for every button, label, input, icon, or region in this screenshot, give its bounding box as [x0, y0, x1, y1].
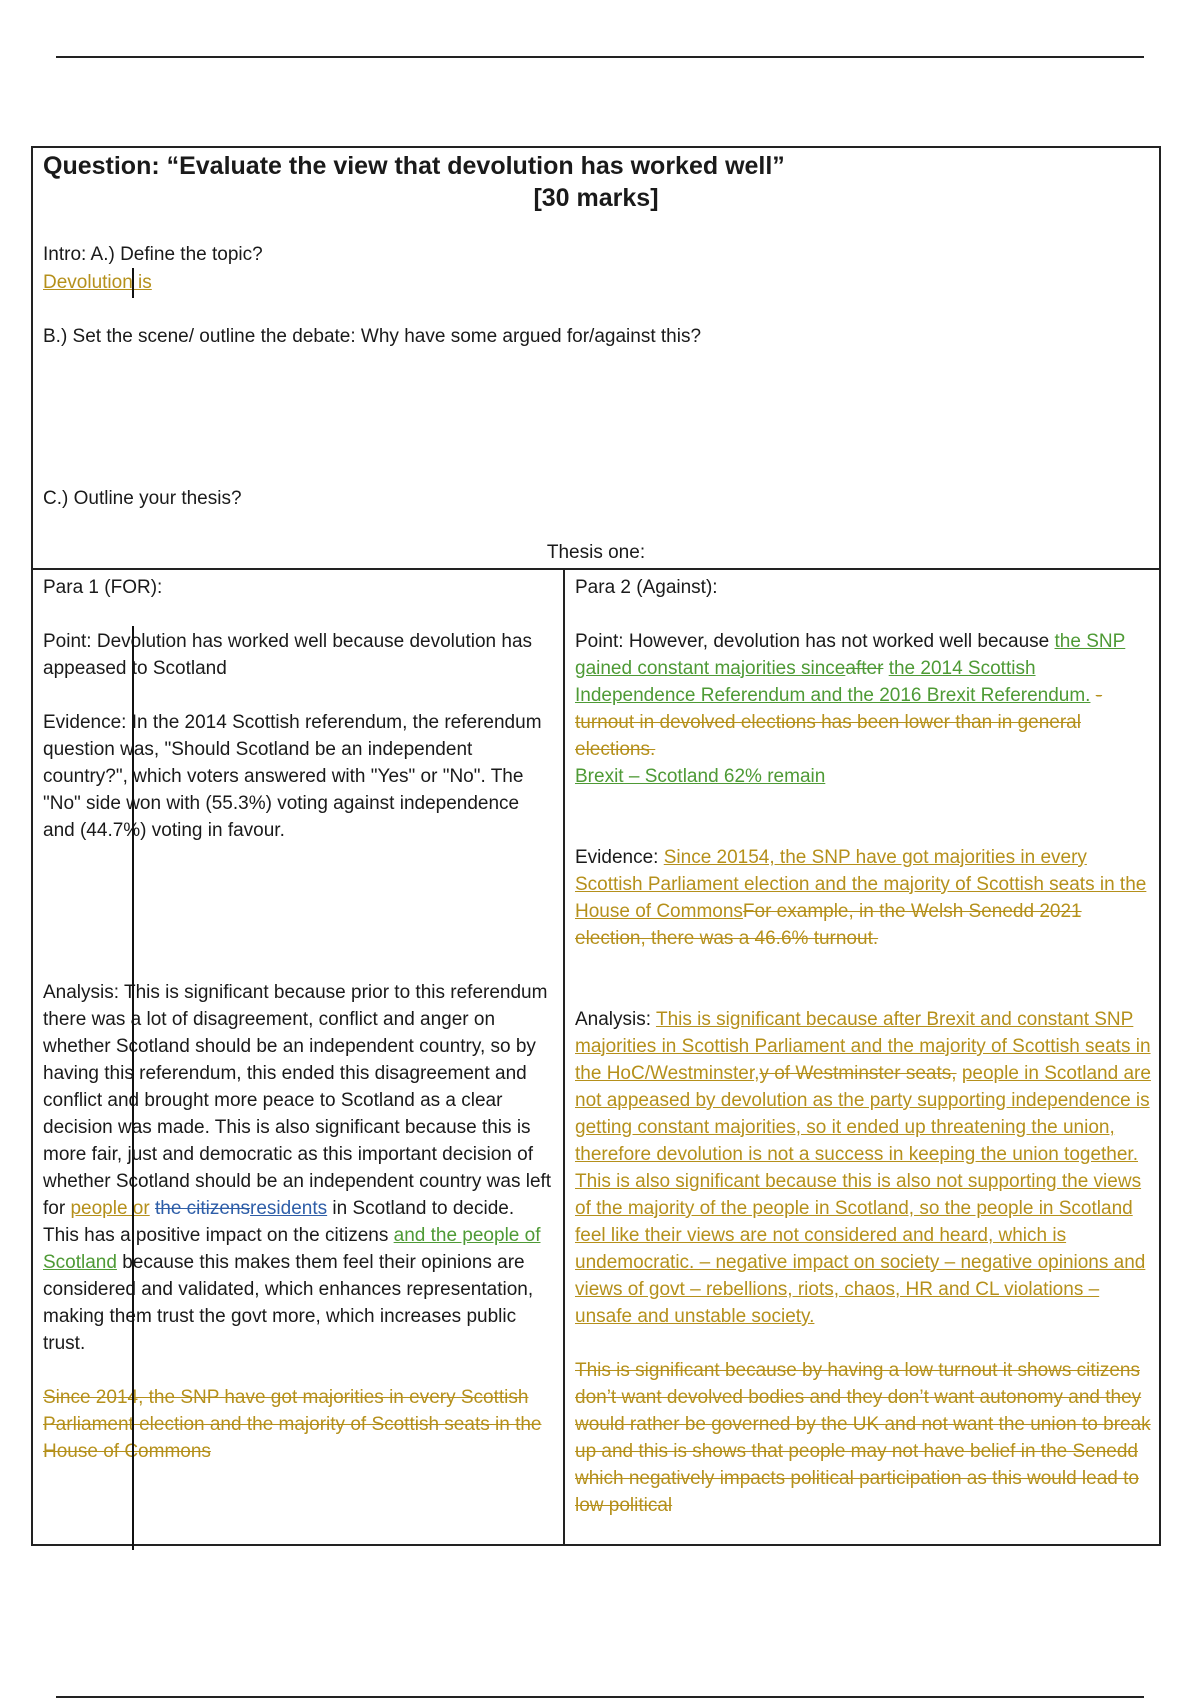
- intro-c-label: C.) Outline your thesis?: [43, 488, 242, 509]
- para2-point-insert-2: the 2014 Scottish Independence Referendum and the 2016 Brexit Referendum.: [575, 658, 1091, 706]
- header-rule: [56, 56, 1144, 58]
- para2-heading: Para 2 (Against):: [575, 577, 718, 598]
- para2-point-insert-1: the SNP gained constant majorities since: [575, 631, 1126, 679]
- para2-evidence-deleted: For example, in the Welsh Senedd 2021 election, there was a 46.6% turnout.: [575, 901, 1082, 949]
- para2-brexit-note: Brexit – Scotland 62% remain: [575, 766, 826, 787]
- para2-evidence-lead: Evidence:: [575, 847, 659, 868]
- para2-analysis-insert-2: people in Scotland are not appeased by devolution as the party supporting independence is getting constant majorities, so it ended up threatening the union, therefore devolution is not a success in keeping the union together. This is also significant because this is also not supporting the views of the majority of the people in Scotland, so the people in Scotland feel like their views are not considered and heard, which is undemocratic. – negative impact on society – negative opinions and views of govt – rebellions, riots, chaos, HR and CL violations – unsafe and unstable society.: [575, 1063, 1151, 1327]
- question-intro-cell: [33, 148, 1159, 570]
- para1-heading: Para 1 (FOR):: [43, 577, 163, 598]
- para2-deleted-note: This is significant because by having a low turnout it shows citizens don’t want devolved bodies and they don’t want autonomy and they would rather be governed by the UK and not want the union to break up and this is shows that people may not have belief in the Senedd which negatively impacts political participation as this would lead to low political: [575, 1360, 1151, 1516]
- question-marks: [30 marks]: [533, 184, 659, 212]
- para1-insert-people-scotland: and the people of Scotland: [43, 1225, 541, 1273]
- para2-analysis-deleted-1: y of Westminster seats,: [759, 1063, 957, 1084]
- para2-point: [575, 628, 1153, 763]
- footer-rule: [56, 1696, 1144, 1698]
- para2-point-deleted-2: - turnout in devolved elections has been lower than in general elections.: [575, 685, 1103, 760]
- para1-analysis-main: Analysis: This is significant because prior to this referendum there was a lot of disagreement, conflict and anger on whether Scotland should be an independent country, so by having this referendum, this ended this disagreement and conflict and brought more peace to Scotland as a clear decision was made. This is also significant because this is more fair, just and democratic as this important decision of whether Scotland should be an independent country was left for: [43, 982, 552, 1219]
- thesis-label: Thesis one:: [546, 542, 646, 563]
- essay-plan-table: [31, 146, 1161, 1546]
- para1-cell: [33, 570, 565, 1544]
- para1-analysis: [43, 979, 553, 1357]
- para1-analysis-mid: in Scotland to decide. This has a positive impact on the citizens: [43, 1198, 515, 1246]
- para2-point-deleted-1: after: [845, 658, 884, 679]
- intro-b-label: B.) Set the scene/ outline the debate: Why have some argued for/against this?: [43, 326, 702, 347]
- para1-deleted-citizens: the citizens: [154, 1198, 251, 1219]
- para2-analysis-lead: Analysis:: [575, 1009, 652, 1030]
- cursor-bar-para1: [132, 626, 134, 1550]
- para1-insert-residents: residents: [250, 1198, 328, 1219]
- para2-cell: [565, 570, 1159, 1544]
- para2-point-lead: Point: However, devolution has not worked well because: [575, 631, 1050, 652]
- question-title: Question: “Evaluate the view that devolution has worked well”: [43, 152, 785, 180]
- intro-a-answer: Devolution is: [43, 272, 152, 293]
- intro-a-label: Intro: A.) Define the topic?: [43, 244, 263, 265]
- para1-analysis-end: because this makes them feel their opinions are considered and validated, which enhances representation, making them trust the govt more, which increases public trust.: [43, 1252, 534, 1354]
- para2-evidence-insert: Since 20154, the SNP have got majorities in every Scottish Parliament election and the majority of Scottish seats in the House of Commons: [575, 847, 1147, 922]
- para1-point: Point: Devolution has worked well because devolution has appeased to Scotland: [43, 631, 533, 679]
- para2-analysis: [575, 1006, 1153, 1330]
- para1-evidence: Evidence: In the 2014 Scottish referendum, the referendum question was, "Should Scotland be an independent country?", which voters answered with "Yes" or "No". The "No" side won with (55.3%) voting against independence and (44.7%) voting in favour.: [43, 712, 542, 841]
- para2-evidence: [575, 844, 1153, 952]
- para1-insert-people-or: people or: [70, 1198, 150, 1219]
- para1-deleted-note: Since 2014, the SNP have got majorities in every Scottish Parliament election and the majority of Scottish seats in the House of Commons: [43, 1387, 542, 1462]
- cursor-bar-intro: [132, 268, 134, 298]
- para2-analysis-insert-1: This is significant because after Brexit and constant SNP majorities in Scottish Parliament and the majority of Scottish seats in the HoC/Westminster,: [575, 1009, 1151, 1084]
